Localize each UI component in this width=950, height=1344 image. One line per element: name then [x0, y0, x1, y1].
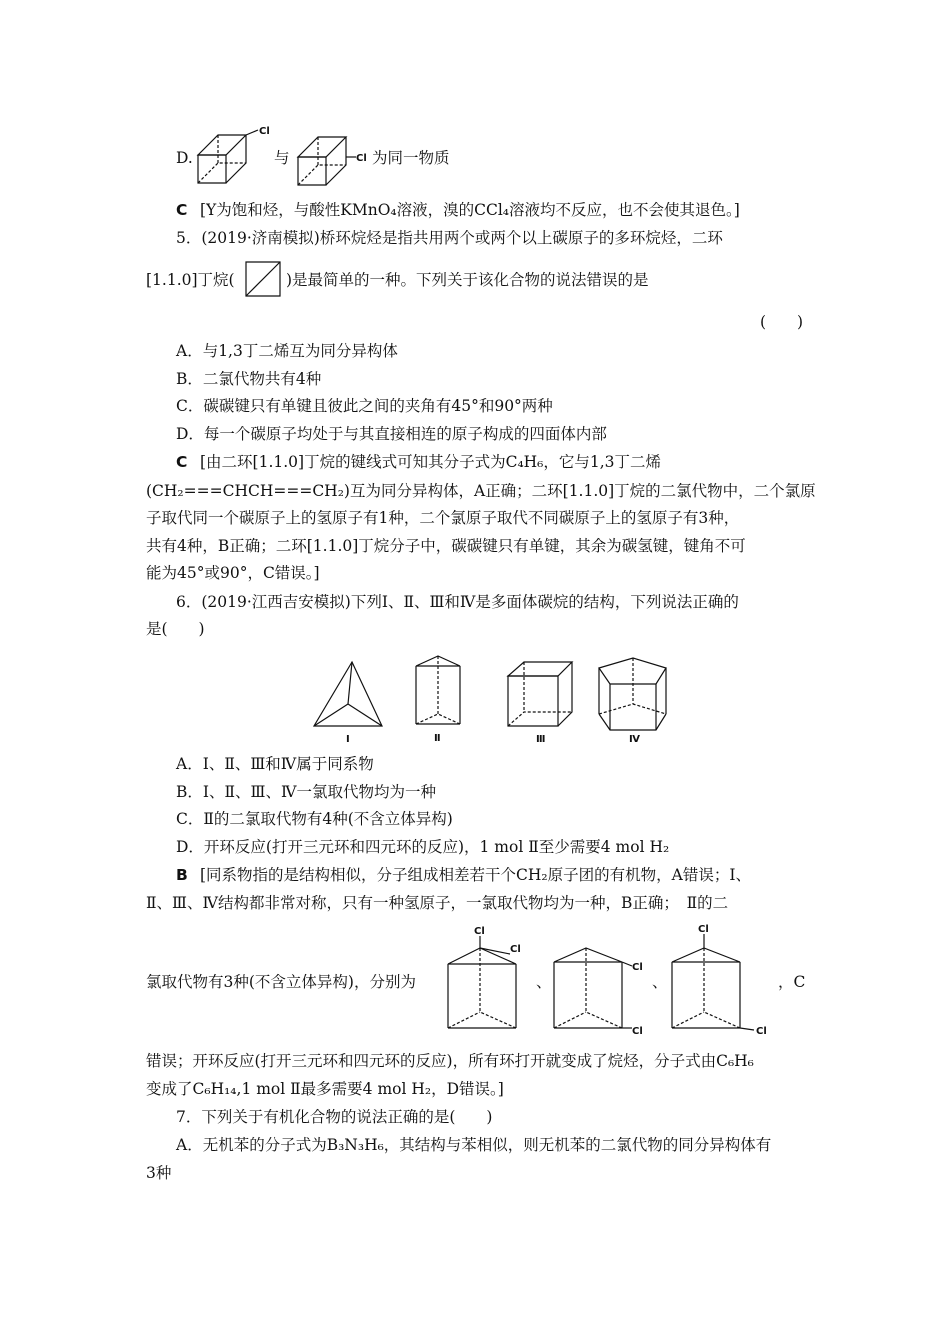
q5-option-c: C．碳碳键只有单键且彼此之间的夹角有45°和90°两种: [176, 397, 553, 415]
q4-cl-label-1: Cl: [259, 126, 270, 137]
q6-explanation-line1: [同系物指的是结构相似，分子组成相差若干个CH₂原子团的有机物，A错误；Ⅰ、: [200, 866, 751, 884]
bicyclobutane-figure: [244, 260, 284, 300]
svg-text:Cl: Cl: [698, 924, 709, 935]
q6-stem-line1: 6．(2019·江西吉安模拟)下列Ⅰ、Ⅱ、Ⅲ和Ⅳ是多面体碳烷的结构，下列说法正确的: [176, 593, 739, 611]
q4-cl-label-2: Cl: [356, 153, 367, 164]
q5-explanation-line1: [由二环[1.1.0]丁烷的键线式可知其分子式为C₄H₆，它与1,3丁二烯: [200, 453, 662, 471]
q5-stem-line1: 5．(2019·济南模拟)桥环烷烃是指共用两个或两个以上碳原子的多环烷烃，二环: [176, 229, 723, 247]
q5-option-b: B．二氯代物共有4种: [176, 370, 322, 388]
q6-option-c: C．Ⅱ的二氯取代物有4种(不含立体异构): [176, 810, 453, 828]
cube-chloro-edge-figure: [296, 128, 376, 188]
q5-explanation-line3: 子取代同一个碳原子上的氢原子有1种，二个氯原子取代不同碳原子上的氢原子有3种，: [146, 509, 740, 527]
figure-ii-prism: [414, 654, 484, 746]
q4-option-d-prefix: D.: [176, 149, 193, 167]
q5-option-a: A．与1,3丁二烯互为同分异构体: [176, 342, 398, 360]
q6-explanation-line4: 错误；开环反应(打开三元环和四元环的反应)，所有环打开就变成了烷烃，分子式由C₆H₆: [146, 1052, 754, 1070]
q4-explanation: [Y为饱和烃，与酸性KMnO₄溶液，溴的CCl₄溶液均不反应，也不会使其退色。]: [200, 201, 740, 219]
q5-answer: C: [176, 453, 188, 471]
q6-explanation-line5: 变成了C₆H₁₄,1 mol Ⅱ最多需要4 mol H₂，D错误。]: [146, 1080, 504, 1098]
q7-option-a-line1: A．无机苯的分子式为B₃N₃H₆，其结构与苯相似，则无机苯的二氯代物的同分异构体有: [176, 1136, 772, 1154]
q6-option-a: A．Ⅰ、Ⅱ、Ⅲ和Ⅳ属于同系物: [176, 755, 374, 773]
q6-answer: B: [176, 866, 188, 884]
figure-ii-label: Ⅱ: [434, 733, 441, 744]
q5-explanation-line4: 共有4种，B正确；二环[1.1.0]丁烷分子中，碳碳键只有单键，其余为碳氢键，键角不可: [146, 537, 746, 555]
figure-iii-label: Ⅲ: [536, 734, 546, 745]
dichloro-isomer-2-figure: [552, 942, 652, 1042]
figure-iv-label: Ⅳ: [629, 734, 640, 745]
svg-text:Cl: Cl: [632, 962, 643, 973]
q6-option-d: D．开环反应(打开三元环和四元环的反应)，1 mol Ⅱ至少需要4 mol H₂: [176, 838, 670, 856]
q5-explanation-line2: (CH₂===CHCH===CH₂)互为同分异构体，A正确；二环[1.1.0]丁烷的二氯代物中，二个氯原: [146, 482, 816, 500]
q5-explanation-line5: 能为45°或90°，C错误。]: [146, 564, 320, 582]
svg-text:Cl: Cl: [632, 1026, 643, 1037]
q5-stem-line2a: [1.1.0]丁烷(: [146, 271, 235, 289]
q5-stem-line2b: )是最简单的一种。下列关于该化合物的说法错误的是: [286, 271, 649, 289]
dichloro-isomer-1-figure: [446, 928, 536, 1040]
isomer-separator-2: 、: [652, 973, 668, 991]
q6-stem-line2: 是( ): [146, 620, 205, 638]
q5-option-d: D．每一个碳原子均处于与其直接相连的原子构成的四面体内部: [176, 425, 607, 443]
figure-iv-pentagonal-prism: [596, 656, 676, 746]
svg-text:Cl: Cl: [756, 1026, 767, 1037]
svg-text:Cl: Cl: [474, 926, 485, 937]
svg-text:Cl: Cl: [510, 944, 521, 955]
q6-explanation-line3a: 氯取代物有3种(不含立体异构)，分别为: [146, 973, 416, 991]
figure-iii-cube: [506, 660, 586, 746]
q7-option-a-line2: 3种: [146, 1164, 172, 1182]
q4-option-d-mid: 与: [274, 149, 290, 167]
q6-explanation-line3b: ，C: [778, 973, 806, 991]
figure-i-label: Ⅰ: [346, 734, 350, 745]
cube-chloro-corner-figure: [196, 126, 276, 186]
isomer-separator-1: 、: [536, 973, 552, 991]
q5-answer-paren: ( ): [760, 313, 804, 331]
q6-option-b: B．Ⅰ、Ⅱ、Ⅲ、Ⅳ一氯取代物均为一种: [176, 783, 436, 801]
q7-stem: 7．下列关于有机化合物的说法正确的是( ): [176, 1108, 493, 1126]
q6-explanation-line2: Ⅱ、Ⅲ、Ⅳ结构都非常对称，只有一种氢原子，一氯取代物均为一种，B正确； Ⅱ的二: [146, 894, 729, 912]
dichloro-isomer-3-figure: [670, 920, 780, 1044]
figure-i-tetrahedron: [312, 660, 392, 745]
q4-option-d-suffix: 为同一物质: [372, 149, 450, 167]
q4-answer: C: [176, 201, 188, 219]
